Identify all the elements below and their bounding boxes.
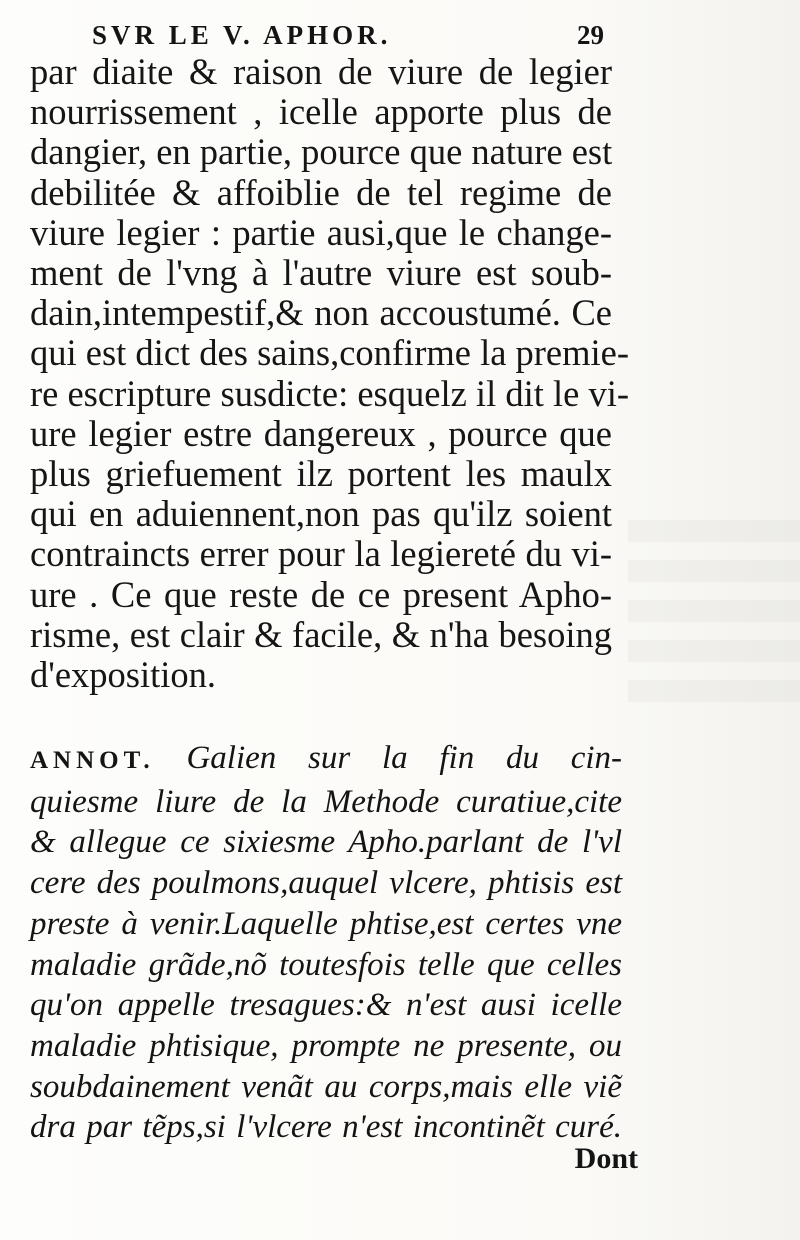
body-line: contrainсts errer pour la legiereté du vi- (30, 533, 612, 575)
body-line: risme, est clair & facile, & n'ha besoing (30, 613, 612, 655)
annotation-line: preste à venir.Laquelle phtise,est certes vne (30, 905, 622, 942)
body-line: debilitée & affoiblie de tel regime de (30, 171, 612, 213)
page-number: 29 (577, 20, 604, 50)
annotation-block (30, 738, 622, 1148)
body-line: re escripture susdicte: esquelz il dit le vi- (30, 372, 630, 414)
annotation-line: maladie phtisique, prompte ne presente, ou (30, 1027, 622, 1064)
annotation-line: soubdainement venãt au corps,mais elle viẽ (30, 1068, 622, 1105)
annotation-line: dra par tẽps,si l'vlcere n'est incontinẽt curé. (30, 1109, 622, 1146)
show-through-shadow (628, 520, 800, 720)
annotation-label: ANNOT. (30, 747, 155, 774)
body-text (30, 51, 630, 696)
annotation-line-text: Galien sur la fin du cin- (186, 740, 622, 776)
annotation-first-line (30, 738, 622, 782)
body-line: d'exposition. (30, 654, 217, 696)
annotation-line: qu'on appelle tresagues:& n'est ausi icelle (30, 987, 622, 1024)
body-line: plus griefuement ilz portent les maulx (30, 453, 612, 495)
body-line: dangier, en partie, pource que nature est (30, 131, 613, 173)
body-line: ment de l'vng à l'autre viure est soub- (30, 252, 612, 294)
body-line: qui en aduiennent,non pas qu'ilz soient (30, 493, 612, 535)
annotation-line: quiesme liure de la Methode curatiue,cite (30, 783, 622, 820)
body-line: ure legier estre dangereux , pource que (30, 412, 612, 454)
body-line: viure legier : partie ausi,que le change- (30, 211, 612, 253)
annotation-line: cere des poulmons,auquel vlcere, phtisis est (30, 865, 622, 902)
body-line: par diaite & raison de viure de legier (30, 51, 612, 92)
body-line: nourrissement , icelle apporte plus de (30, 91, 612, 133)
catchword: Dont (574, 1142, 638, 1175)
body-line: qui est dict des sains,confirme la premie- (30, 332, 630, 374)
annotation-line: & allegue ce sixiesme Apho.parlant de l'vl (30, 824, 622, 861)
running-head (92, 20, 604, 54)
body-line: ure . Ce que reste de ce present Apho- (30, 573, 612, 615)
running-head-title: SVR LE V. APHOR. (92, 20, 392, 50)
body-line: dain,intempestif,& non accoustumé. Ce (30, 292, 612, 334)
annotation-line: maladie grãde,nõ toutesfois telle que celles (30, 946, 622, 983)
